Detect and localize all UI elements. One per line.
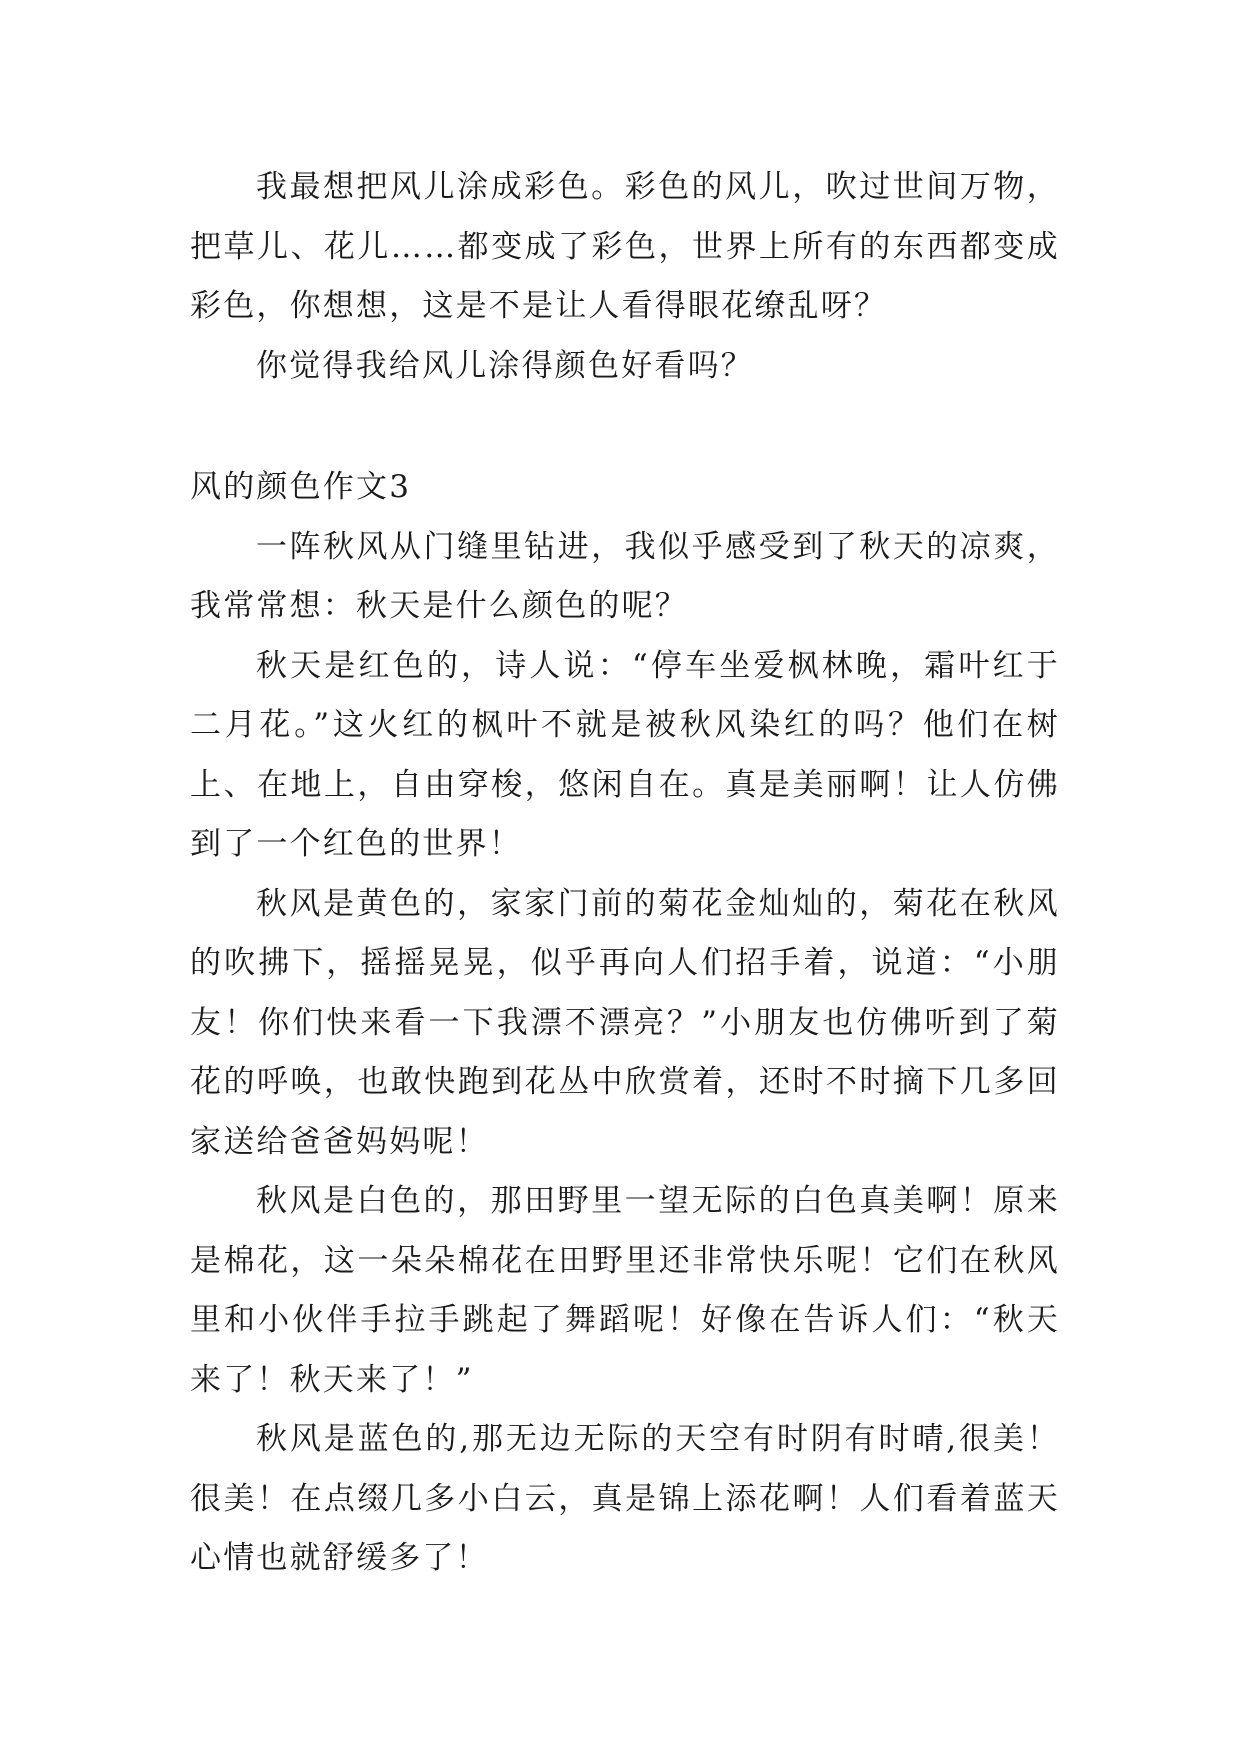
section-spacer xyxy=(190,396,1060,458)
document-page xyxy=(190,158,1060,1589)
section-paragraph-2: 秋天是红色的，诗人说：“停车坐爱枫林晚，霜叶红于二月花。”这火红的枫叶不就是被秋风染红的吗？他们在树上、在地上，自由穿梭，悠闲自在。真是美丽啊！让人仿佛到了一个红色的世界！ xyxy=(190,647,1060,862)
section-paragraph-5: 秋风是蓝色的,那无边无际的天空有时阴有时晴,很美！很美！在点缀几多小白云，真是锦上添花啊！人们看着蓝天心情也就舒缓多了！ xyxy=(190,1421,1060,1576)
intro-paragraph-2: 你觉得我给风儿涂得颜色好看吗？ xyxy=(256,347,754,384)
section-paragraph-3: 秋风是黄色的，家家门前的菊花金灿灿的，菊花在秋风的吹拂下，摇摇晃晃，似乎再向人们招手着，说道：“小朋友！你们快来看一下我漂不漂亮？”小朋友也仿佛听到了菊花的呼唤，也敢快跑到花丛中欣赏着，还时不时摘下几多回家送给爸爸妈妈呢！ xyxy=(190,885,1060,1160)
section-title: 风的颜色作文3 xyxy=(190,469,412,505)
section-paragraph-1: 一阵秋风从门缝里钻进，我似乎感受到了秋天的凉爽，我常常想：秋天是什么颜色的呢？ xyxy=(190,528,1060,624)
section-paragraph-4: 秋风是白色的，那田野里一望无际的白色真美啊！原来是棉花，这一朵朵棉花在田野里还非常快乐呢！它们在秋风里和小伙伴手拉手跳起了舞蹈呢！好像在告诉人们：“秋天来了！秋天来了！” xyxy=(190,1183,1060,1398)
intro-paragraph-1: 我最想把风儿涂成彩色。彩色的风儿，吹过世间万物，把草儿、花儿……都变成了彩色，世界上所有的东西都变成彩色，你想想，这是不是让人看得眼花缭乱呀？ xyxy=(190,169,1060,324)
